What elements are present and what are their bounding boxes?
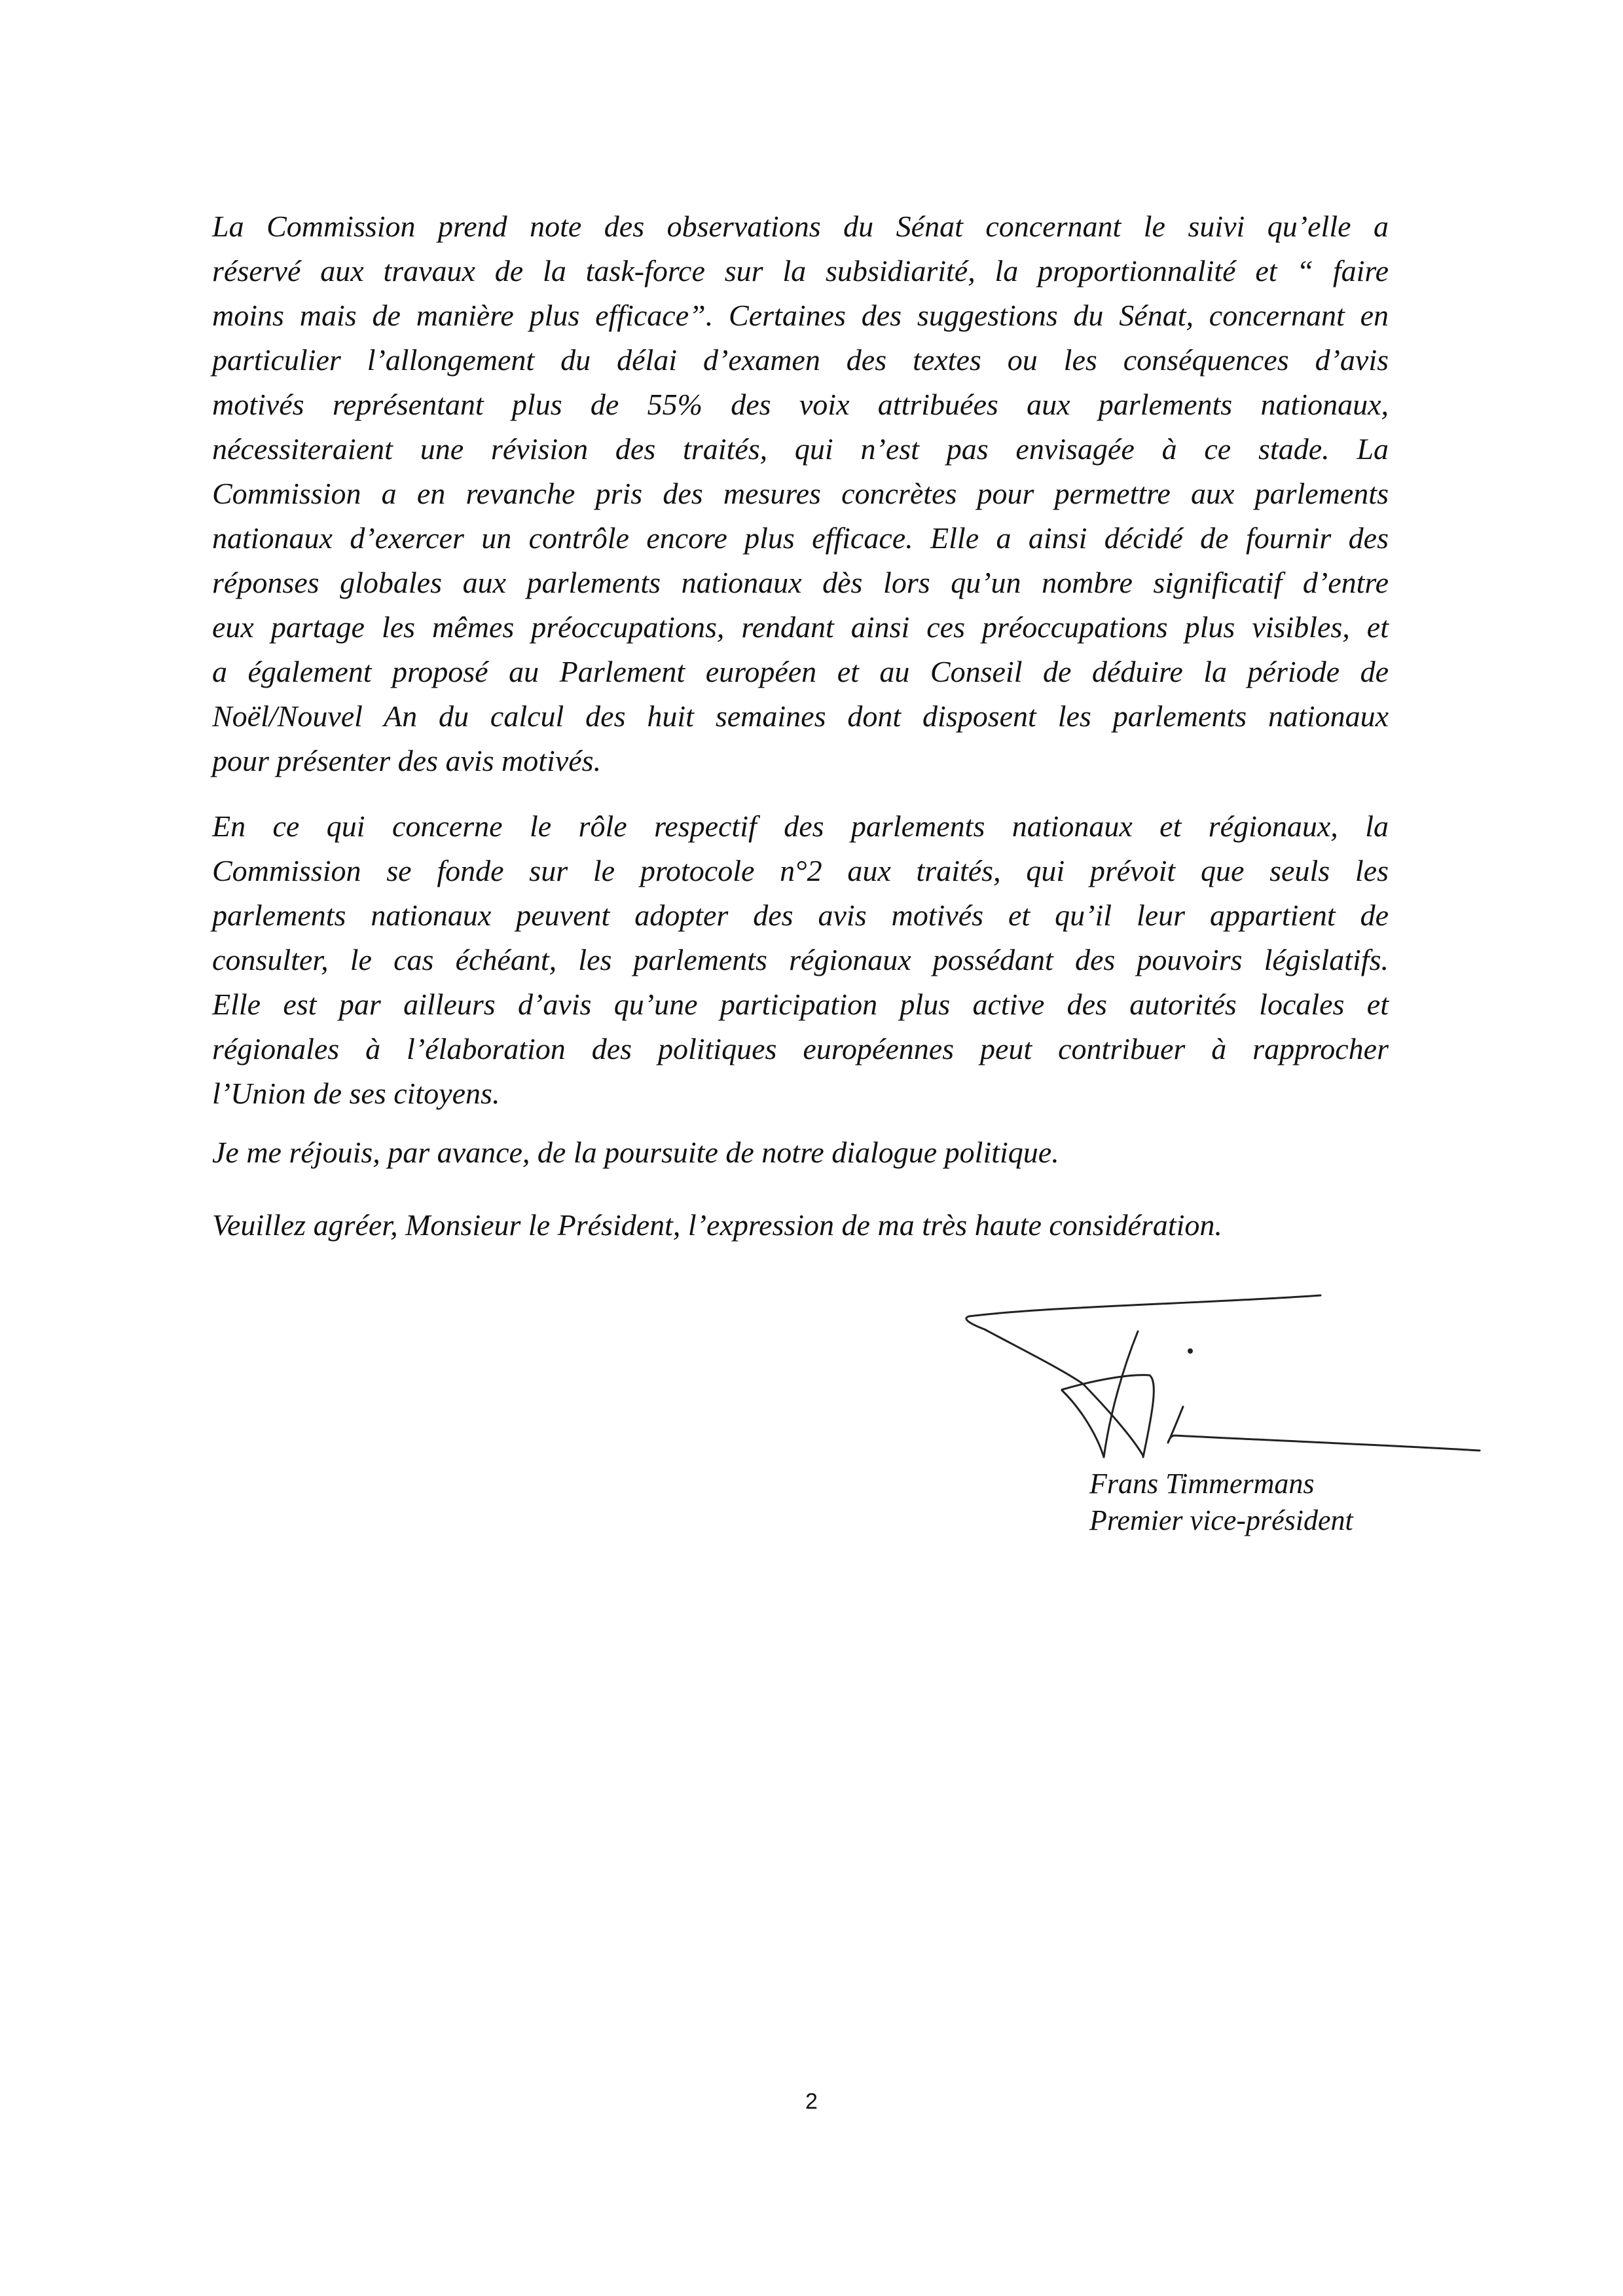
paragraph-dialogue: Je me réjouis, par avance, de la poursuite de notre dialogue politique.: [212, 1136, 1059, 1169]
text-line: consulter, le cas échéant, les parlements régionaux possédant des pouvoirs législatifs.: [212, 943, 1389, 976]
text-line: parlements nationaux peuvent adopter des avis motivés et qu’il leur appartient de: [212, 898, 1389, 932]
text-line: Elle est par ailleurs d’avis qu’une participation plus active des autorités locales et: [212, 988, 1389, 1021]
text-line: réponses globales aux parlements nationaux dès lors qu’un nombre significatif d’entre: [212, 566, 1389, 599]
text-line: Commission a en revanche pris des mesures concrètes pour permettre aux parlements: [212, 477, 1389, 510]
text-line: régionales à l’élaboration des politiques européennes peut contribuer à rapprocher: [212, 1032, 1389, 1065]
text-line: pour présenter des avis motivés.: [212, 744, 602, 777]
paragraph-closing: Veuillez agréer, Monsieur le Président, l’expression de ma très haute considération.: [212, 1208, 1222, 1242]
text-line: particulier l’allongement du délai d’examen des textes ou les conséquences d’avis: [212, 343, 1389, 377]
page-number: 2: [805, 2089, 818, 2114]
text-line: motivés représentant plus de 55% des voix attribuées aux parlements nationaux,: [212, 388, 1389, 421]
signatory-title: Premier vice-président: [1089, 1504, 1353, 1536]
text-line: a également proposé au Parlement européen et au Conseil de déduire la période de: [212, 655, 1389, 688]
text-line: Noël/Nouvel An du calcul des huit semaines dont disposent les parlements nationaux: [212, 699, 1389, 733]
text-line: eux partage les mêmes préoccupations, rendant ainsi ces préoccupations plus visibles, et: [212, 610, 1389, 644]
text-line: moins mais de manière plus efficace”. Certaines des suggestions du Sénat, concernant en: [212, 299, 1389, 332]
text-line: nationaux d’exercer un contrôle encore plus efficace. Elle a ainsi décidé de fournir des: [212, 521, 1389, 555]
text-line: l’Union de ses citoyens.: [212, 1077, 500, 1110]
text-line: En ce qui concerne le rôle respectif des parlements nationaux et régionaux, la: [212, 809, 1389, 843]
text-line: nécessiteraient une révision des traités, qui n’est pas envisagée à ce stade. La: [212, 432, 1389, 466]
text-line: Commission se fonde sur le protocole n°2 aux traités, qui prévoit que seuls les: [212, 854, 1389, 887]
signatory-name: Frans Timmermans: [1089, 1468, 1315, 1500]
text-line: La Commission prend note des observations du Sénat concernant le suivi qu’elle a: [212, 210, 1389, 243]
text-line: réservé aux travaux de la task-force sur la subsidiarité, la proportionnalité et “ faire: [212, 254, 1389, 287]
